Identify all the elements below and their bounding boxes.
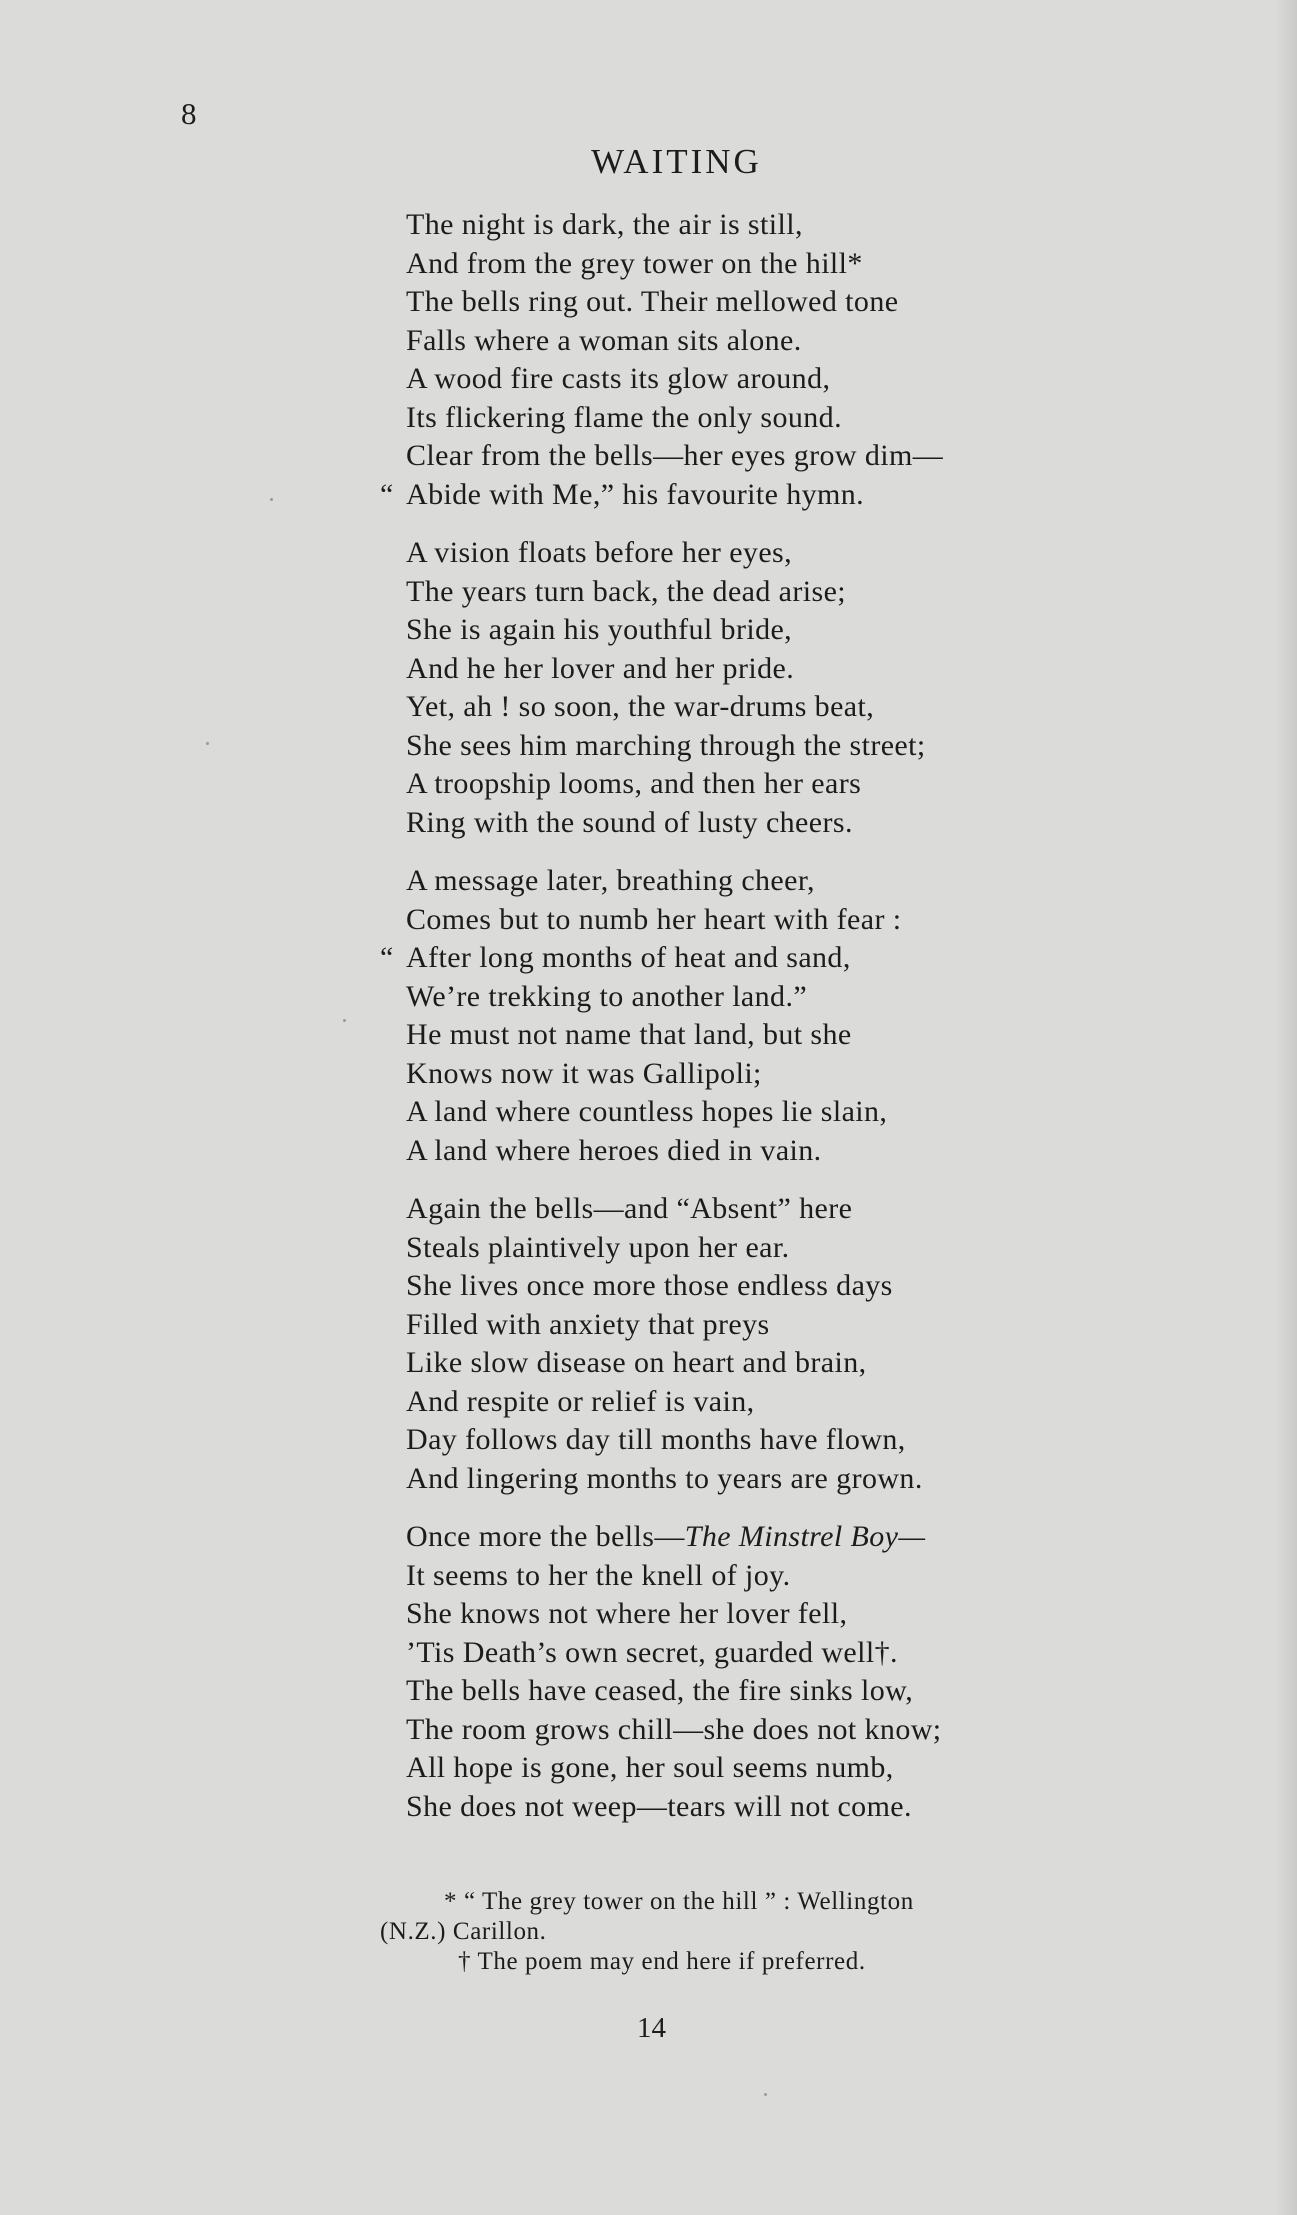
poem-line xyxy=(406,1518,1086,1557)
poem-line: Filled with anxiety that preys xyxy=(406,1307,770,1341)
poem-line: A message later, breathing cheer, xyxy=(406,864,815,897)
poem-line: A land where heroes died in vain. xyxy=(406,1133,822,1167)
poem-line: ’Tis Death’s own secret, guarded well†. xyxy=(406,1635,898,1669)
poem-line-text: Abide with Me,” his favourite hymn. xyxy=(406,477,865,511)
page-number-top: 8 xyxy=(181,96,198,131)
poem-line: Day follows day till months have flown, xyxy=(406,1423,906,1456)
poem-line: The night is dark, the air is still, xyxy=(406,208,803,241)
poem-line: Comes but to numb her heart with fear : xyxy=(406,902,902,936)
poem-line: It seems to her the knell of joy. xyxy=(406,1558,791,1592)
poem-line: A vision floats before her eyes, xyxy=(406,536,793,569)
poem-line-text: After long months of heat and sand, xyxy=(406,941,851,974)
stanza-2 xyxy=(406,534,1086,842)
poem-line: Steals plaintively upon her ear. xyxy=(406,1230,790,1264)
poem-line: The years turn back, the dead arise; xyxy=(406,574,847,608)
poem-line: She does not weep—tears will not come. xyxy=(406,1789,912,1823)
poem-line: She sees him marching through the street; xyxy=(406,728,926,762)
poem-line: Its flickering flame the only sound. xyxy=(406,400,842,434)
stanza-5 xyxy=(406,1518,1086,1826)
poem-line: Falls where a woman sits alone. xyxy=(406,323,802,357)
footnote-2: † The poem may end here if preferred. xyxy=(458,1948,866,1975)
poem-line: She lives once more those endless days xyxy=(406,1269,893,1302)
poem-line: The room grows chill—she does not know; xyxy=(406,1712,942,1746)
paper-speck xyxy=(270,498,273,501)
poem-title: WAITING xyxy=(591,142,762,181)
poem-line: Clear from the bells—her eyes grow dim— xyxy=(406,439,944,472)
footnote-1-line-1: * “ The grey tower on the hill ” : Wellington xyxy=(444,1888,914,1915)
stanza-4 xyxy=(406,1190,1086,1498)
hanging-quote-mark: “ xyxy=(380,477,394,511)
page-edge-shadow xyxy=(1275,0,1297,2215)
poem-line: All hope is gone, her soul seems numb, xyxy=(406,1751,894,1784)
poem-line: And respite or relief is vain, xyxy=(406,1384,755,1418)
poem-line: Ring with the sound of lusty cheers. xyxy=(406,805,853,839)
paper-speck xyxy=(764,2093,767,2096)
poem-line: A wood fire casts its glow around, xyxy=(406,362,831,395)
song-title-italic: The Minstrel Boy— xyxy=(684,1520,926,1553)
poem-line: Again the bells—and “Absent” here xyxy=(406,1192,853,1225)
poem-line: And he her lover and her pride. xyxy=(406,651,795,685)
stanza-3 xyxy=(380,862,1086,1170)
poem-line: The bells have ceased, the fire sinks low, xyxy=(406,1674,914,1707)
poem-line: And lingering months to years are grown. xyxy=(406,1461,923,1495)
poem-line: We’re trekking to another land.” xyxy=(406,979,808,1013)
poem-line: He must not name that land, but she xyxy=(406,1018,852,1051)
hanging-quote-mark: “ xyxy=(380,941,394,974)
poem-line-quoted xyxy=(380,476,1086,515)
poem-line: She is again his youthful bride, xyxy=(406,613,793,646)
stanza-1 xyxy=(380,206,1086,514)
poem-line: And from the grey tower on the hill* xyxy=(406,246,863,280)
page-number-bottom: 14 xyxy=(637,2012,666,2044)
paper-speck xyxy=(343,1019,346,1022)
footnote-1-line-2: (N.Z.) Carillon. xyxy=(380,1918,547,1945)
poem-line-text: Once more the bells— xyxy=(406,1520,685,1553)
poem-line: She knows not where her lover fell, xyxy=(406,1597,848,1630)
poem-line: Knows now it was Gallipoli; xyxy=(406,1056,762,1090)
footnotes xyxy=(380,1887,1120,1977)
paper-speck xyxy=(206,742,209,745)
poem-line-quoted xyxy=(380,939,1086,978)
poem-line: A land where countless hopes lie slain, xyxy=(406,1095,888,1128)
poem-body xyxy=(380,206,1086,1846)
poem-line: A troopship looms, and then her ears xyxy=(406,767,862,800)
poem-line: The bells ring out. Their mellowed tone xyxy=(406,285,899,318)
poem-line: Like slow disease on heart and brain, xyxy=(406,1346,867,1379)
poem-line: Yet, ah ! so soon, the war-drums beat, xyxy=(406,690,875,723)
